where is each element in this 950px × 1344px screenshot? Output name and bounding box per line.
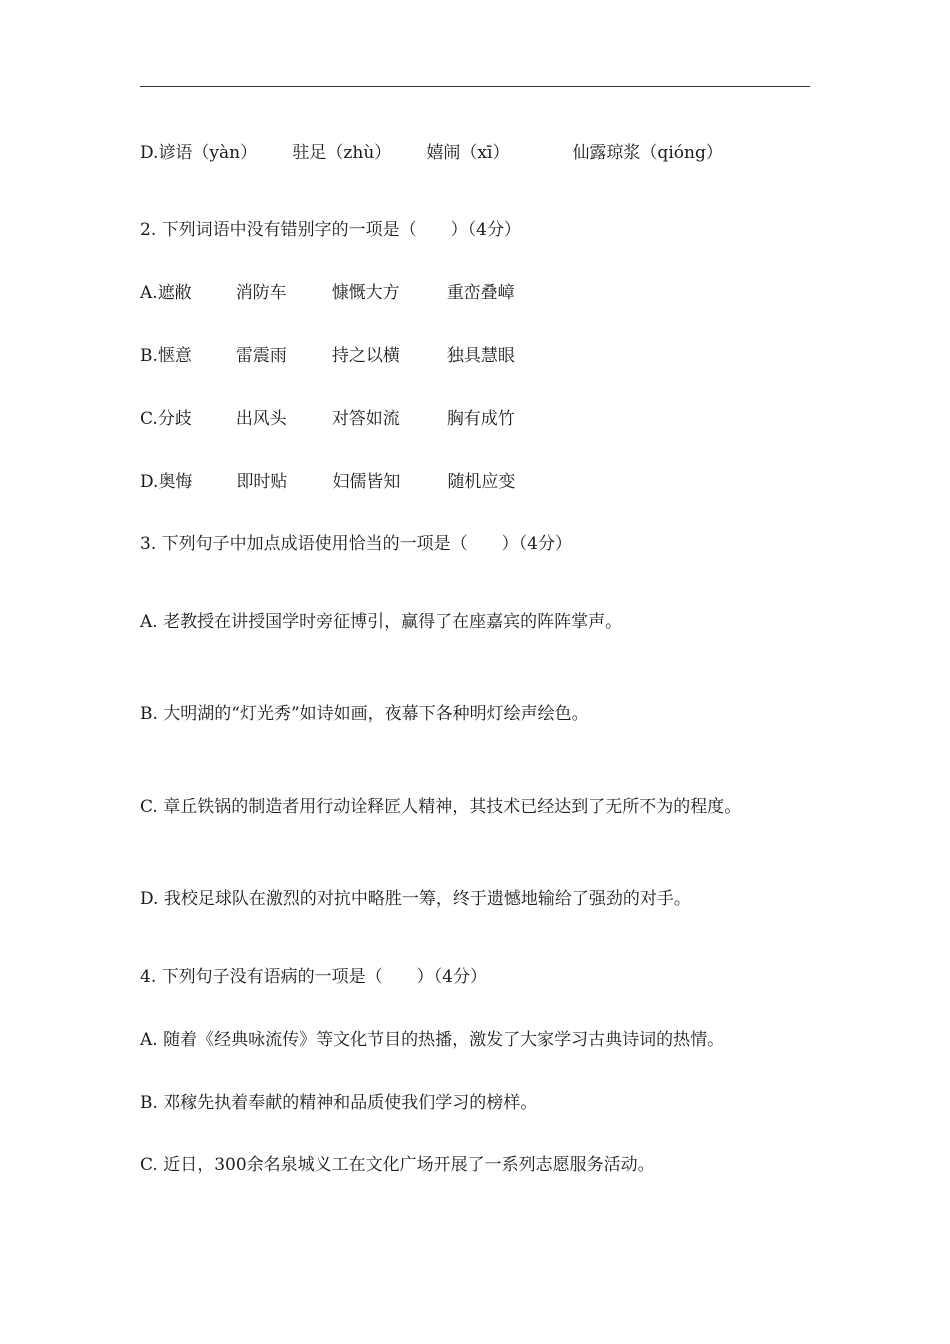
q4-option-c: C. 近日，300余名泉城义工在文化广场开展了一系列志愿服务活动。 [140, 1155, 655, 1175]
q3-option-b: B. 大明湖的“灯光秀”如诗如画，夜幕下各种明灯绘声绘色。 [140, 704, 589, 724]
option-label: A. [140, 283, 158, 303]
word: 分歧 [157, 409, 192, 429]
option-label: B. [140, 346, 158, 366]
pinyin-item: 仙露琼浆（qióng） [572, 143, 723, 163]
option-label: D. [140, 472, 159, 492]
word: 重峦叠嶂 [446, 283, 515, 303]
word: 出风头 [235, 409, 287, 429]
word: 对答如流 [331, 409, 400, 429]
word: 雷震雨 [235, 346, 287, 366]
q3-option-d: D. 我校足球队在激烈的对抗中略胜一筹，终于遗憾地输给了强劲的对手。 [140, 889, 691, 909]
q3-option-a: A. 老教授在讲授国学时旁征博引，赢得了在座嘉宾的阵阵掌声。 [140, 612, 623, 632]
q2-option-a [140, 282, 515, 304]
word: 即时贴 [236, 472, 288, 492]
q4-option-a: A. 随着《经典咏流传》等文化节目的热播，激发了大家学习古典诗词的热情。 [140, 1030, 725, 1050]
q1-option-d [140, 142, 723, 164]
q3-stem: 3. 下列句子中加点成语使用恰当的一项是（ ）（4分） [140, 534, 572, 554]
word: 独具慧眼 [446, 346, 515, 366]
pinyin-item: 嬉闹（xī） [426, 143, 510, 163]
q2-option-c [140, 408, 515, 430]
word: 惬意 [157, 346, 192, 366]
option-label: C. [140, 409, 158, 429]
q2-stem: 2. 下列词语中没有错别字的一项是（ ）（4分） [140, 220, 521, 240]
pinyin-item: 谚语（yàn） [158, 143, 258, 163]
q3-option-c: C. 章丘铁锅的制造者用行动诠释匠人精神，其技术已经达到了无所不为的程度。 [140, 797, 742, 817]
option-label: D. [140, 143, 159, 163]
word: 随机应变 [447, 472, 516, 492]
pinyin-item: 驻足（zhù） [292, 143, 392, 163]
word: 慷慨大方 [331, 283, 400, 303]
q2-option-b [140, 345, 515, 367]
word: 消防车 [235, 283, 287, 303]
word: 奥悔 [158, 472, 193, 492]
word: 妇儒皆知 [332, 472, 401, 492]
word: 持之以横 [331, 346, 400, 366]
word: 胸有成竹 [446, 409, 515, 429]
word: 遮敝 [157, 283, 192, 303]
header-rule [140, 86, 810, 87]
q4-option-b: B. 邓稼先执着奉献的精神和品质使我们学习的榜样。 [140, 1093, 538, 1113]
q2-option-d [140, 471, 515, 493]
q4-stem: 4. 下列句子没有语病的一项是（ ）（4分） [140, 967, 487, 987]
